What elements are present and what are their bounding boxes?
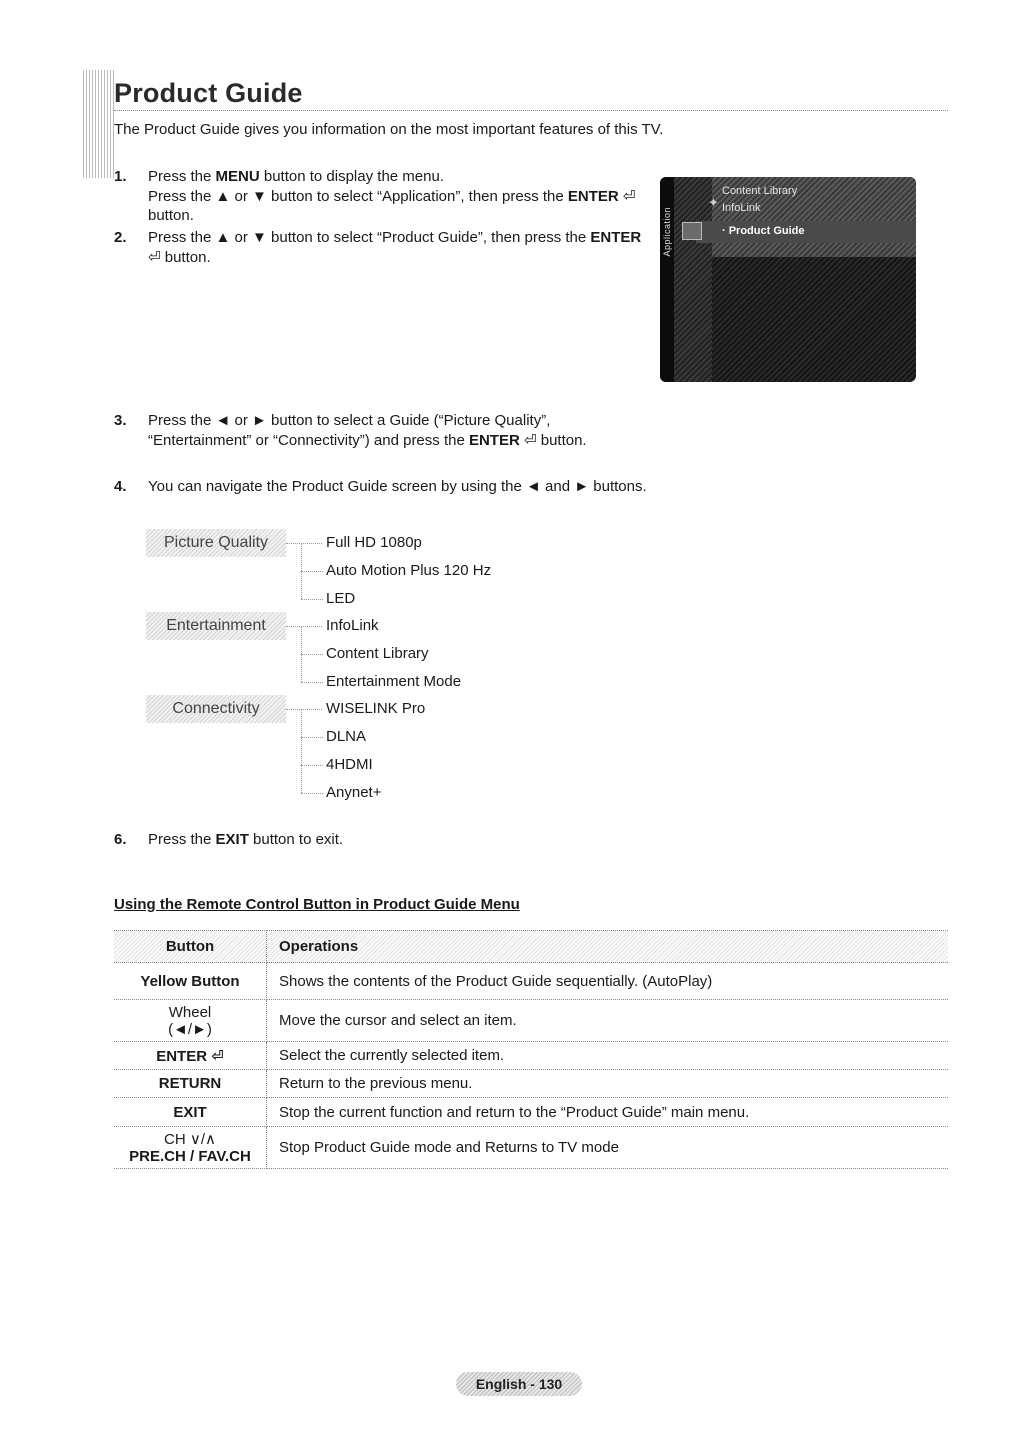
- step-number: 3.: [114, 412, 127, 429]
- step-6: [114, 830, 548, 850]
- guide-box-connectivity: Connectivity: [146, 695, 286, 723]
- guide-item: Anynet+: [326, 784, 382, 801]
- step-text: Press the ▲ or ▼ button to select “Application”, then press the: [148, 187, 568, 205]
- guide-item: Auto Motion Plus 120 Hz: [326, 562, 492, 579]
- product-guide-icon: [682, 222, 702, 240]
- menu-item-infolink: InfoLink: [722, 202, 761, 214]
- enter-key-label: ENTER: [590, 229, 642, 246]
- step-number: 2.: [114, 229, 127, 246]
- button-label-line: (◄/►): [168, 1020, 212, 1038]
- tree-line: [301, 709, 302, 793]
- step-text: “Entertainment” or “Connectivity”) and press the: [148, 431, 469, 449]
- guide-item: InfoLink: [326, 617, 379, 634]
- menu-item-product-guide: · Product Guide: [722, 225, 805, 237]
- step-4: [114, 477, 768, 497]
- button-label: ENTER: [156, 1047, 208, 1065]
- step-number: 6.: [114, 831, 127, 848]
- operation-cell: Select the currently selected item.: [267, 1042, 949, 1070]
- tree-line: [286, 709, 322, 710]
- enter-icon: ⏎: [148, 248, 161, 266]
- step-text: Press the: [148, 831, 216, 848]
- step-1: [114, 167, 658, 226]
- application-label: Application: [662, 207, 672, 257]
- tv-menu-screenshot: [660, 177, 916, 382]
- step-text: button.: [536, 431, 587, 449]
- guide-item: 4HDMI: [326, 756, 373, 773]
- tree-line: [286, 626, 322, 627]
- enter-icon: ⏎: [211, 1047, 224, 1065]
- step-number: 4.: [114, 478, 127, 495]
- button-cell: [114, 1000, 267, 1042]
- guide-item: DLNA: [326, 728, 367, 745]
- tree-line: [301, 793, 323, 794]
- step-text: Press the: [148, 168, 216, 185]
- menu-key-label: MENU: [215, 168, 260, 185]
- operation-cell: Stop the current function and return to the “Product Guide” main menu.: [267, 1098, 949, 1127]
- step-line: [148, 248, 658, 268]
- operation-cell: Return to the previous menu.: [267, 1070, 949, 1098]
- button-cell: [114, 1042, 267, 1070]
- step-line: [148, 830, 548, 850]
- page-number-tab: English - 130: [456, 1372, 582, 1396]
- button-cell: Yellow Button: [114, 963, 267, 1000]
- operation-cell: Stop Product Guide mode and Returns to TV mode: [267, 1127, 949, 1169]
- remote-control-table: [114, 930, 948, 1169]
- antenna-icon: ✦: [708, 195, 719, 210]
- title-divider: [114, 110, 948, 111]
- column-header-operations: Operations: [267, 931, 949, 963]
- tree-line: [301, 765, 323, 766]
- enter-key-label: ENTER: [567, 187, 619, 205]
- guide-box-picture-quality: Picture Quality: [146, 529, 286, 557]
- step-line: You can navigate the Product Guide screen by using the ◄ and ► buttons.: [148, 478, 647, 495]
- table-row: [114, 963, 948, 1000]
- step-2: [114, 228, 658, 267]
- guide-item: WISELINK Pro: [326, 700, 426, 717]
- guide-item: Entertainment Mode: [326, 673, 462, 690]
- step-text: Press the ▲ or ▼ button to select “Product Guide”, then press the: [148, 229, 591, 246]
- table-row: [114, 1042, 948, 1070]
- button-label-line: Wheel: [168, 1003, 212, 1021]
- step-text: button to exit.: [248, 831, 344, 848]
- exit-key-label: EXIT: [215, 831, 249, 848]
- step-line: [148, 187, 658, 207]
- enter-key-label: ENTER: [468, 431, 520, 449]
- step-line: [148, 228, 658, 248]
- remote-table-heading: Using the Remote Control Button in Product Guide Menu: [114, 896, 520, 913]
- step-line: Press the ◄ or ► button to select a Guide (“Picture Quality”,: [148, 412, 551, 429]
- guide-item: LED: [326, 590, 356, 607]
- enter-icon: ⏎: [622, 187, 636, 205]
- step-line: button.: [148, 207, 194, 224]
- table-header-row: [114, 931, 948, 963]
- button-label-line: CH ∨/∧: [164, 1131, 216, 1148]
- tree-line: [301, 682, 323, 683]
- step-text: button to display the menu.: [259, 168, 444, 185]
- step-3: [114, 411, 708, 450]
- tree-line: [301, 571, 323, 572]
- table-row: [114, 1098, 948, 1127]
- table-row: [114, 1070, 948, 1098]
- tree-line: [301, 654, 323, 655]
- tree-line: [286, 543, 322, 544]
- step-number: 1.: [114, 168, 127, 185]
- button-cell: RETURN: [114, 1070, 267, 1098]
- guide-box-entertainment: Entertainment: [146, 612, 286, 640]
- column-header-button: Button: [114, 931, 267, 963]
- table-row: [114, 1000, 948, 1042]
- tree-line: [301, 599, 323, 600]
- button-label-line: PRE.CH / FAV.CH: [129, 1148, 251, 1165]
- guide-item: Full HD 1080p: [326, 534, 422, 551]
- section-title: Product Guide: [114, 78, 303, 108]
- guide-item: Content Library: [326, 645, 429, 662]
- step-line: [148, 167, 658, 187]
- table-row: [114, 1127, 948, 1169]
- button-cell: EXIT: [114, 1098, 267, 1127]
- step-text: button.: [160, 248, 211, 266]
- step-line: [148, 431, 708, 451]
- enter-icon: ⏎: [523, 431, 537, 449]
- tree-line: [301, 737, 323, 738]
- intro-text: The Product Guide gives you information on the most important features of this TV.: [114, 121, 664, 138]
- operation-cell: Move the cursor and select an item.: [267, 1000, 949, 1042]
- section-side-bar: [83, 70, 115, 178]
- operation-cell: Shows the contents of the Product Guide sequentially. (AutoPlay): [267, 963, 949, 1000]
- button-cell: [114, 1127, 267, 1169]
- menu-item-content-library: Content Library: [722, 185, 798, 197]
- icon-column: [674, 177, 712, 382]
